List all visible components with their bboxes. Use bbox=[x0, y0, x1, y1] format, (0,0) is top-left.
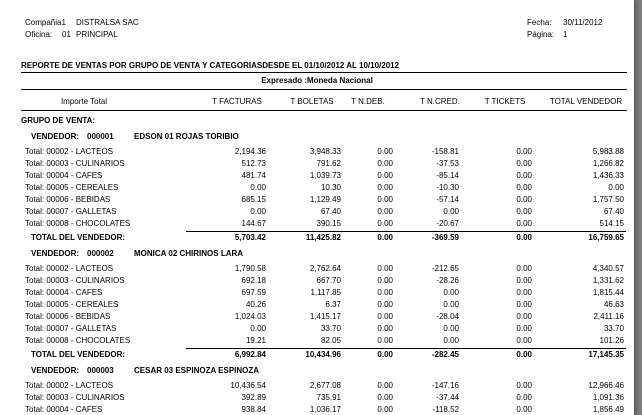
amount-cell: 697.59 bbox=[241, 288, 266, 297]
table-row bbox=[0, 158, 634, 170]
amount-cell: 0.00 bbox=[377, 312, 393, 321]
amount-cell: 11,425.82 bbox=[305, 233, 341, 242]
amount-cell: 2,677.08 bbox=[309, 381, 341, 390]
category-label: Total: 00006 - BEBIDAS bbox=[25, 312, 111, 321]
amount-cell: 0.00 bbox=[250, 324, 266, 333]
table-row bbox=[0, 287, 634, 299]
amount-cell: 0.00 bbox=[377, 300, 393, 309]
amount-cell: 0.00 bbox=[377, 336, 393, 345]
amount-cell: 46.63 bbox=[603, 300, 624, 309]
amount-cell: 101.26 bbox=[599, 336, 624, 345]
amount-cell: 0.00 bbox=[377, 405, 393, 414]
vendor-header bbox=[0, 365, 634, 377]
amount-cell: 0.00 bbox=[516, 195, 532, 204]
title-rule bbox=[21, 72, 627, 73]
vendor-code: 000003 bbox=[87, 366, 114, 375]
amount-cell: 0.00 bbox=[377, 393, 393, 402]
amount-cell: 0.00 bbox=[516, 276, 532, 285]
amount-cell: 667.70 bbox=[316, 276, 341, 285]
office-code: 01 bbox=[62, 30, 71, 39]
company-label: Compañia1 bbox=[25, 18, 66, 27]
amount-cell: 0.00 bbox=[516, 381, 532, 390]
amount-cell: 10,434.96 bbox=[305, 350, 341, 359]
amount-cell: 481.74 bbox=[241, 171, 266, 180]
amount-cell: 0.00 bbox=[377, 183, 393, 192]
amount-cell: 12,966.46 bbox=[588, 381, 624, 390]
amount-cell: 5,983.88 bbox=[592, 147, 624, 156]
amount-cell: -37.44 bbox=[436, 393, 459, 402]
amount-cell: 0.00 bbox=[516, 183, 532, 192]
category-label: Total: 00007 - GALLETAS bbox=[25, 207, 117, 216]
table-row bbox=[0, 323, 634, 335]
category-label: Total: 00008 - CHOCOLATES bbox=[25, 336, 131, 345]
date-label: Fecha: bbox=[527, 18, 552, 27]
amount-cell: -28.04 bbox=[436, 312, 459, 321]
amount-cell: 0.00 bbox=[377, 159, 393, 168]
amount-cell: 10.30 bbox=[320, 183, 341, 192]
amount-cell: 0.00 bbox=[516, 312, 532, 321]
amount-cell: 0.00 bbox=[516, 264, 532, 273]
amount-cell: 0.00 bbox=[516, 350, 532, 359]
vendor-name: MONICA 02 CHIRINOS LARA bbox=[134, 249, 244, 258]
vendor-header bbox=[0, 131, 634, 143]
amount-cell: 2,411.16 bbox=[593, 312, 624, 321]
amount-cell: 0.00 bbox=[608, 183, 624, 192]
amount-cell: -282.45 bbox=[431, 350, 459, 359]
amount-cell: 67.40 bbox=[603, 207, 624, 216]
amount-cell: 0.00 bbox=[377, 264, 393, 273]
amount-cell: 144.67 bbox=[241, 219, 266, 228]
amount-cell: -147.16 bbox=[431, 381, 459, 390]
vendor-name: EDSON 01 ROJAS TORIBIO bbox=[134, 132, 239, 141]
amount-cell: 2,762.64 bbox=[309, 264, 341, 273]
vendor-header bbox=[0, 248, 634, 260]
category-label: Total: 00004 - CAFES bbox=[25, 288, 103, 297]
vendor-total-label: TOTAL DEL VENDEDOR: bbox=[31, 233, 126, 242]
amount-cell: 82.05 bbox=[320, 336, 341, 345]
amount-cell: 0.00 bbox=[250, 183, 266, 192]
amount-cell: 692.18 bbox=[241, 276, 266, 285]
subtitle-rule bbox=[21, 89, 627, 90]
amount-cell: 0.00 bbox=[377, 219, 393, 228]
amount-cell: 0.00 bbox=[516, 159, 532, 168]
table-row bbox=[0, 380, 634, 392]
amount-cell: 1,331.62 bbox=[592, 276, 624, 285]
category-label: Total: 00003 - CULINARIOS bbox=[25, 393, 125, 402]
table-row bbox=[0, 299, 634, 311]
vendor-code: 000002 bbox=[87, 249, 114, 258]
amount-cell: 0.00 bbox=[516, 336, 532, 345]
amount-cell: 3,948.33 bbox=[309, 147, 341, 156]
group-label: GRUPO DE VENTA: bbox=[21, 116, 96, 125]
office-label: Oficina: bbox=[25, 30, 53, 39]
amount-cell: 0.00 bbox=[443, 324, 459, 333]
category-label: Total: 00008 - CHOCOLATES bbox=[25, 219, 131, 228]
amount-cell: 1,415.17 bbox=[309, 312, 341, 321]
table-row bbox=[0, 182, 634, 194]
amount-cell: 735.91 bbox=[316, 393, 341, 402]
amount-cell: 0.00 bbox=[377, 324, 393, 333]
category-label: Total: 00002 - LACTEOS bbox=[25, 264, 114, 273]
amount-cell: 0.00 bbox=[443, 300, 459, 309]
category-label: Total: 00006 - BEBIDAS bbox=[25, 195, 111, 204]
amount-cell: 17,145.35 bbox=[588, 350, 624, 359]
amount-cell: 512.73 bbox=[241, 159, 266, 168]
amount-cell: 10,436.54 bbox=[230, 381, 266, 390]
table-row bbox=[0, 146, 634, 158]
amount-cell: 0.00 bbox=[377, 171, 393, 180]
amount-cell: 6.37 bbox=[325, 300, 341, 309]
amount-cell: 67.40 bbox=[320, 207, 341, 216]
amount-cell: 392.89 bbox=[241, 393, 266, 402]
table-row bbox=[0, 392, 634, 404]
category-label: Total: 00005 - CEREALES bbox=[25, 300, 119, 309]
date-value: 30/11/2012 bbox=[563, 18, 603, 27]
report-title: REPORTE DE VENTAS POR GRUPO DE VENTA Y CATEGORIASDESDE EL 01/10/2012 AL 10/10/2012 bbox=[21, 61, 400, 70]
amount-cell: 6,992.84 bbox=[234, 350, 266, 359]
amount-cell: -212.65 bbox=[431, 264, 459, 273]
amount-cell: -37.53 bbox=[436, 159, 459, 168]
amount-cell: 0.00 bbox=[516, 171, 532, 180]
vendor-label: VENDEDOR: bbox=[31, 132, 80, 141]
amount-cell: 0.00 bbox=[250, 207, 266, 216]
category-label: Total: 00005 - CEREALES bbox=[25, 183, 119, 192]
amount-cell: 1,129.49 bbox=[309, 195, 341, 204]
column-header: Importe Total bbox=[60, 97, 108, 106]
category-label: Total: 00004 - CAFES bbox=[25, 171, 103, 180]
amount-cell: 0.00 bbox=[443, 207, 459, 216]
amount-cell: 0.00 bbox=[516, 207, 532, 216]
column-header: T BOLETAS bbox=[290, 97, 334, 106]
amount-cell: 0.00 bbox=[516, 300, 532, 309]
amount-cell: 0.00 bbox=[516, 324, 532, 333]
report-subtitle: Expresado :Moneda Nacional bbox=[261, 76, 373, 85]
amount-cell: -57.14 bbox=[436, 195, 459, 204]
amount-cell: 0.00 bbox=[516, 405, 532, 414]
table-row bbox=[0, 170, 634, 182]
amount-cell: 0.00 bbox=[377, 233, 393, 242]
category-label: Total: 00003 - CULINARIOS bbox=[25, 276, 125, 285]
table-row bbox=[0, 275, 634, 287]
amount-cell: 791.62 bbox=[316, 159, 341, 168]
category-label: Total: 00002 - LACTEOS bbox=[25, 381, 114, 390]
amount-cell: -10.30 bbox=[436, 183, 459, 192]
amount-cell: -20.67 bbox=[436, 219, 459, 228]
column-header: TOTAL VENDEDOR bbox=[549, 97, 623, 106]
office-name: PRINCIPAL bbox=[76, 30, 118, 39]
amount-cell: 40.26 bbox=[245, 300, 266, 309]
amount-cell: 1,815.44 bbox=[592, 288, 624, 297]
amount-cell: 0.00 bbox=[377, 207, 393, 216]
amount-cell: 938.84 bbox=[241, 405, 266, 414]
column-header: T N.DEB. bbox=[351, 97, 385, 106]
amount-cell: 5,703.42 bbox=[234, 233, 266, 242]
amount-cell: 1,436.33 bbox=[592, 171, 624, 180]
vendor-label: VENDEDOR: bbox=[31, 366, 80, 375]
company-value: DISTRALSA SAC bbox=[76, 18, 139, 27]
amount-cell: 1,790.58 bbox=[234, 264, 266, 273]
table-row bbox=[0, 263, 634, 275]
amount-cell: 0.00 bbox=[377, 147, 393, 156]
amount-cell: 0.00 bbox=[516, 393, 532, 402]
amount-cell: 0.00 bbox=[377, 276, 393, 285]
amount-cell: 1,024.03 bbox=[234, 312, 266, 321]
table-row bbox=[0, 335, 634, 347]
amount-cell: 0.00 bbox=[377, 288, 393, 297]
vendor-code: 000001 bbox=[87, 132, 114, 141]
amount-cell: 16,759.65 bbox=[588, 233, 624, 242]
amount-cell: -85.14 bbox=[436, 171, 459, 180]
amount-cell: 1,266.82 bbox=[592, 159, 624, 168]
amount-cell: 0.00 bbox=[377, 381, 393, 390]
amount-cell: 0.00 bbox=[516, 288, 532, 297]
page-label: Página: bbox=[527, 30, 555, 39]
column-header: T TICKETS bbox=[484, 97, 526, 106]
amount-cell: 19.21 bbox=[245, 336, 266, 345]
amount-cell: 33.70 bbox=[603, 324, 624, 333]
category-label: Total: 00007 - GALLETAS bbox=[25, 324, 117, 333]
amount-cell: 0.00 bbox=[377, 350, 393, 359]
vendor-total-row bbox=[0, 349, 634, 361]
vendor-name: CESAR 03 ESPINOZA ESPINOZA bbox=[134, 366, 260, 375]
amount-cell: 1,039.73 bbox=[309, 171, 341, 180]
page-number: 1 bbox=[563, 30, 568, 39]
category-label: Total: 00004 - CAFES bbox=[25, 405, 103, 414]
column-header: T N.CRED. bbox=[420, 97, 460, 106]
amount-cell: 0.00 bbox=[516, 219, 532, 228]
amount-cell: 1,117.85 bbox=[310, 288, 341, 297]
amount-cell: 1,856.49 bbox=[592, 405, 624, 414]
amount-cell: 1,091.36 bbox=[592, 393, 624, 402]
amount-cell: 1,757.50 bbox=[592, 195, 624, 204]
table-row bbox=[0, 404, 634, 415]
category-label: Total: 00003 - CULINARIOS bbox=[25, 159, 125, 168]
vendor-label: VENDEDOR: bbox=[31, 249, 80, 258]
table-row bbox=[0, 194, 634, 206]
table-row bbox=[0, 311, 634, 323]
table-row bbox=[0, 206, 634, 218]
amount-cell: 514.15 bbox=[599, 219, 624, 228]
amount-cell: 390.15 bbox=[316, 219, 341, 228]
vendor-total-label: TOTAL DEL VENDEDOR: bbox=[31, 350, 126, 359]
amount-cell: -28.26 bbox=[436, 276, 459, 285]
column-header: T FACTURAS bbox=[212, 97, 262, 106]
amount-cell: -158.81 bbox=[431, 147, 459, 156]
vendor-total-row bbox=[0, 232, 634, 244]
table-row bbox=[0, 218, 634, 230]
amount-cell: 4,340.57 bbox=[592, 264, 624, 273]
amount-cell: 0.00 bbox=[516, 233, 532, 242]
category-label: Total: 00002 - LACTEOS bbox=[25, 147, 114, 156]
amount-cell: 0.00 bbox=[443, 288, 459, 297]
amount-cell: -118.52 bbox=[432, 405, 459, 414]
amount-cell: 0.00 bbox=[377, 195, 393, 204]
amount-cell: 33.70 bbox=[320, 324, 341, 333]
header-rule bbox=[21, 110, 627, 111]
amount-cell: 2,194.36 bbox=[234, 147, 266, 156]
amount-cell: -369.59 bbox=[431, 233, 459, 242]
amount-cell: 1,036.17 bbox=[309, 405, 341, 414]
amount-cell: 0.00 bbox=[516, 147, 532, 156]
amount-cell: 0.00 bbox=[443, 336, 459, 345]
amount-cell: 685.15 bbox=[241, 195, 266, 204]
